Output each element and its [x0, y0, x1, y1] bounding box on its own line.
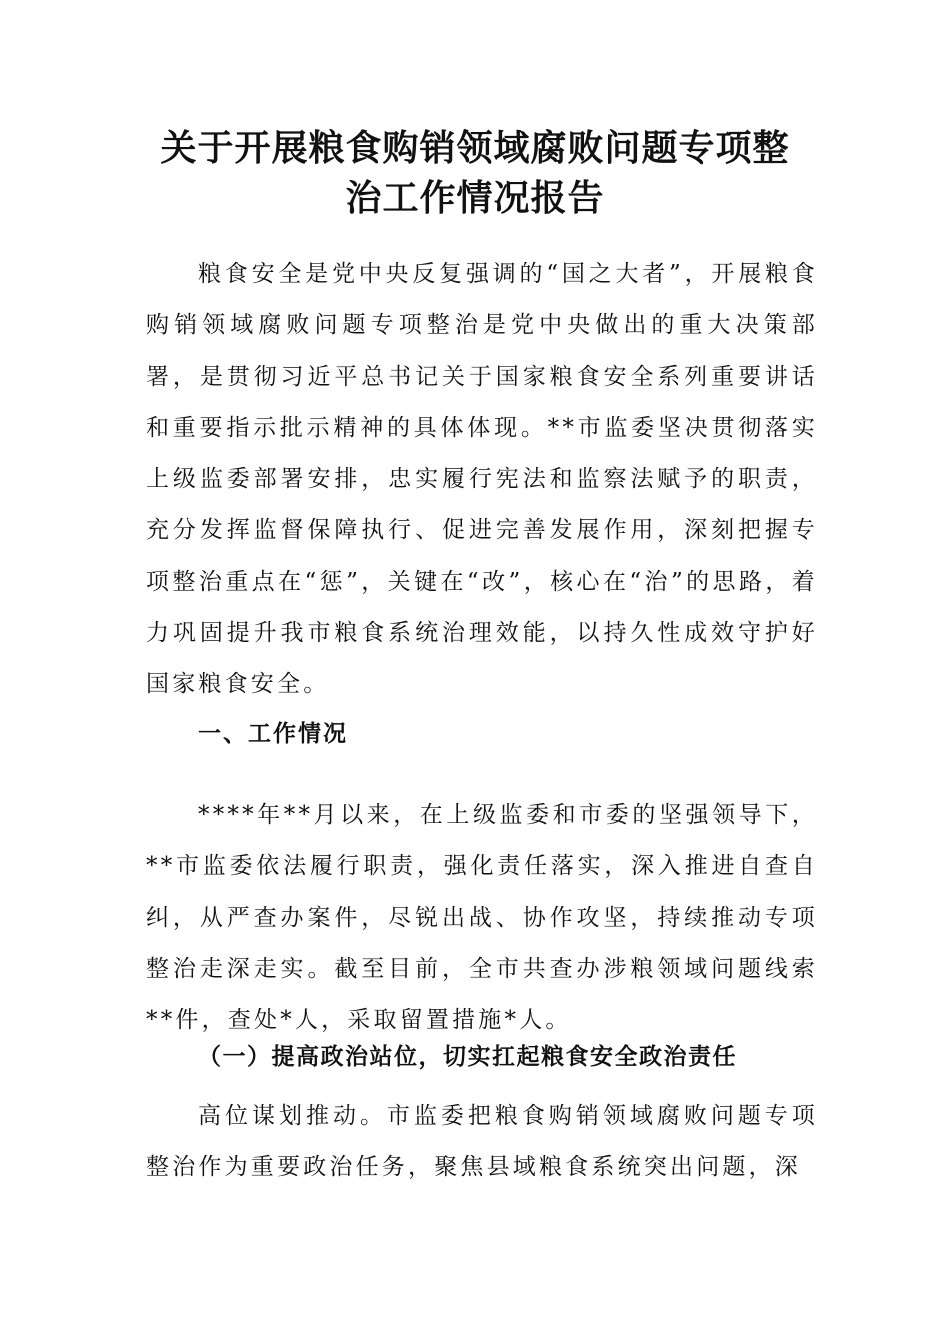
work-status-paragraph: ****年**月以来，在上级监委和市委的坚强领导下，**市监委依法履行职责，强化责任落实，深入推进自查自纠，从严查办案件，尽锐出战、协作攻坚，持续推动专项整治走深走实。截至目前，全市共查办涉粮领域问题线索**件，查处*人，采取留置措施*人。: [146, 802, 818, 1034]
document-title-line-1: 关于开展粮食购销领域腐败问题专项整: [160, 127, 790, 169]
subsection-heading-political-stance: （一）提高政治站位，切实扛起粮食安全政治责任: [198, 1043, 737, 1070]
section-heading-work-status: 一、工作情况: [198, 721, 348, 747]
intro-paragraph: 粮食安全是党中央反复强调的“国之大者”，开展粮食购销领域腐败问题专项整治是党中央做出的重大决策部署，是贯彻习近平总书记关于国家粮食安全系列重要讲话和重要指示批示精神的具体体现。**市监委坚决贯彻落实上级监委部署安排，忠实履行宪法和监察法赋予的职责，充分发挥监督保障执行、促进完善发展作用，深刻把握专项整治重点在“惩”，关键在“改”，核心在“治”的思路，着力巩固提升我市粮食系统治理效能，以持久性成效守护好国家粮食安全。: [146, 261, 818, 698]
political-stance-paragraph: 高位谋划推动。市监委把粮食购销领域腐败问题专项整治作为重要政治任务，聚焦县域粮食系统突出问题，深: [146, 1103, 818, 1181]
document-title-line-2: 治工作情况报告: [345, 177, 605, 219]
